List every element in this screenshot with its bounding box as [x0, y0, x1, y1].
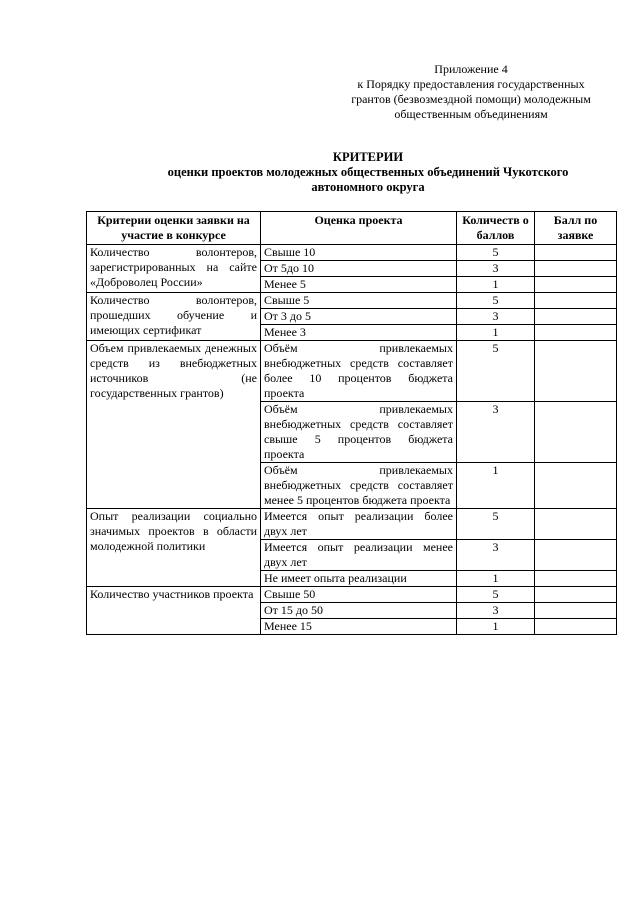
criterion-cell: Объем привлекаемых денежных средств из внебюджетных источников (не государственных грантов)	[87, 341, 261, 509]
estimate-cell: Имеется опыт реализации менее двух лет	[261, 540, 457, 571]
appendix-line: грантов (безвозмездной помощи) молодежным	[351, 92, 591, 106]
estimate-cell: Менее 3	[261, 325, 457, 341]
score-cell	[535, 309, 617, 325]
score-cell	[535, 540, 617, 571]
score-cell	[535, 402, 617, 463]
table-row	[87, 509, 617, 540]
appendix-note	[330, 62, 612, 122]
score-cell	[535, 245, 617, 261]
points-cell: 1	[457, 463, 535, 509]
points-cell: 5	[457, 293, 535, 309]
points-cell: 5	[457, 245, 535, 261]
points-cell: 3	[457, 540, 535, 571]
score-cell	[535, 261, 617, 277]
appendix-line: к Порядку предоставления государственных	[357, 77, 585, 91]
appendix-line: Приложение 4	[434, 62, 508, 76]
score-cell	[535, 619, 617, 635]
estimate-cell: Объём привлекаемых внебюджетных средств составляет свыше 5 процентов бюджета проекта	[261, 402, 457, 463]
score-cell	[535, 603, 617, 619]
score-cell	[535, 277, 617, 293]
estimate-cell: От 3 до 5	[261, 309, 457, 325]
criterion-cell: Количество волонтеров, зарегистрированных на сайте «Доброволец России»	[87, 245, 261, 293]
criterion-cell: Количество волонтеров, прошедших обучение и имеющих сертификат	[87, 293, 261, 341]
score-cell	[535, 587, 617, 603]
score-cell	[535, 293, 617, 309]
estimate-cell: Менее 5	[261, 277, 457, 293]
score-cell	[535, 341, 617, 402]
title-line: КРИТЕРИИ	[332, 150, 404, 164]
estimate-cell: Имеется опыт реализации более двух лет	[261, 509, 457, 540]
points-cell: 1	[457, 325, 535, 341]
score-cell	[535, 509, 617, 540]
points-cell: 1	[457, 277, 535, 293]
points-cell: 5	[457, 341, 535, 402]
points-cell: 1	[457, 619, 535, 635]
estimate-cell: От 5до 10	[261, 261, 457, 277]
points-cell: 5	[457, 587, 535, 603]
document-title	[88, 150, 640, 195]
header-criteria: Критерии оценки заявки на участие в конкурсе	[87, 212, 261, 245]
title-line: автономного округа	[311, 180, 425, 194]
points-cell: 3	[457, 402, 535, 463]
points-cell: 3	[457, 261, 535, 277]
points-cell: 5	[457, 509, 535, 540]
estimate-cell: Менее 15	[261, 619, 457, 635]
estimate-cell: Объём привлекаемых внебюджетных средств составляет менее 5 процентов бюджета проекта	[261, 463, 457, 509]
estimate-cell: От 15 до 50	[261, 603, 457, 619]
header-score: Балл по заявке	[535, 212, 617, 245]
table-header-row	[87, 212, 617, 245]
score-cell	[535, 463, 617, 509]
estimate-cell: Свыше 5	[261, 293, 457, 309]
header-estimate: Оценка проекта	[261, 212, 457, 245]
estimate-cell: Не имеет опыта реализации	[261, 571, 457, 587]
points-cell: 3	[457, 603, 535, 619]
estimate-cell: Объём привлекаемых внебюджетных средств составляет более 10 процентов бюджета проекта	[261, 341, 457, 402]
criterion-cell: Количество участников проекта	[87, 587, 261, 635]
estimate-cell: Свыше 50	[261, 587, 457, 603]
criterion-cell: Опыт реализации социально значимых проектов в области молодежной политики	[87, 509, 261, 587]
table-row	[87, 245, 617, 261]
criteria-table	[86, 211, 617, 635]
points-cell: 3	[457, 309, 535, 325]
score-cell	[535, 325, 617, 341]
points-cell: 1	[457, 571, 535, 587]
header-points: Количеств о баллов	[457, 212, 535, 245]
table-row	[87, 293, 617, 309]
score-cell	[535, 571, 617, 587]
estimate-cell: Свыше 10	[261, 245, 457, 261]
table-row	[87, 587, 617, 603]
table-row	[87, 341, 617, 402]
appendix-line: общественным объединениям	[394, 107, 548, 121]
title-line: оценки проектов молодежных общественных объединений Чукотского	[167, 165, 569, 179]
